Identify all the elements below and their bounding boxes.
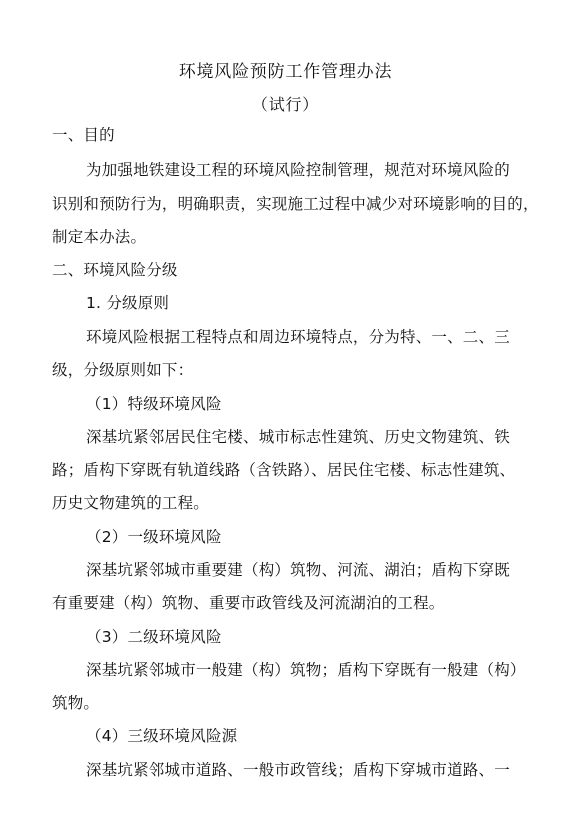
special-level-text-line-3: 历史文物建筑的工程。 (52, 494, 210, 512)
classification-intro-line-1: 环境风险根据工程特点和周边环境特点，分为特、一、二、三 (86, 328, 510, 346)
level-2-text-line-1: 深基坑紧邻城市一般建（构）筑物；盾构下穿既有一般建（构） (86, 661, 526, 679)
level-1-text-line-1: 深基坑紧邻城市重要建（构）筑物、河流、湖泊；盾构下穿既 (86, 561, 510, 579)
document-subtitle: （试行） (251, 95, 320, 114)
classification-intro-line-2: 级，分级原则如下： (52, 361, 194, 379)
level-2-text-line-2: 筑物。 (52, 694, 100, 712)
special-level-heading: （1）特级环境风险 (86, 395, 222, 413)
level-3-heading: （4）三级环境风险源 (86, 727, 238, 745)
level-1-text-line-2: 有重要建（构）筑物、重要市政管线及河流湖泊的工程。 (52, 594, 445, 612)
section1-heading: 一、目的 (52, 126, 115, 144)
section1-paragraph-line-2: 识别和预防行为，明确职责，实现施工过程中减少对环境影响的目的， (52, 195, 539, 213)
section1-paragraph-line-3: 制定本办法。 (52, 228, 147, 246)
level-1-heading: （2）一级环境风险 (86, 528, 222, 546)
level-3-text-line-1: 深基坑紧邻城市道路、一般市政管线；盾构下穿城市道路、一 (86, 761, 510, 779)
section1-paragraph-line-1: 为加强地铁建设工程的环境风险控制管理，规范对环境风险的 (86, 161, 510, 179)
section2-heading: 二、环境风险分级 (52, 261, 178, 279)
level-2-heading: （3）二级环境风险 (86, 628, 222, 646)
classification-principle-heading: 1. 分级原则 (86, 294, 170, 312)
document-title: 环境风险预防工作管理办法 (178, 62, 393, 82)
special-level-text-line-2: 路；盾构下穿既有轨道线路（含铁路）、居民住宅楼、标志性建筑、 (52, 461, 516, 479)
special-level-text-line-1: 深基坑紧邻居民住宅楼、城市标志性建筑、历史文物建筑、铁 (86, 428, 510, 446)
